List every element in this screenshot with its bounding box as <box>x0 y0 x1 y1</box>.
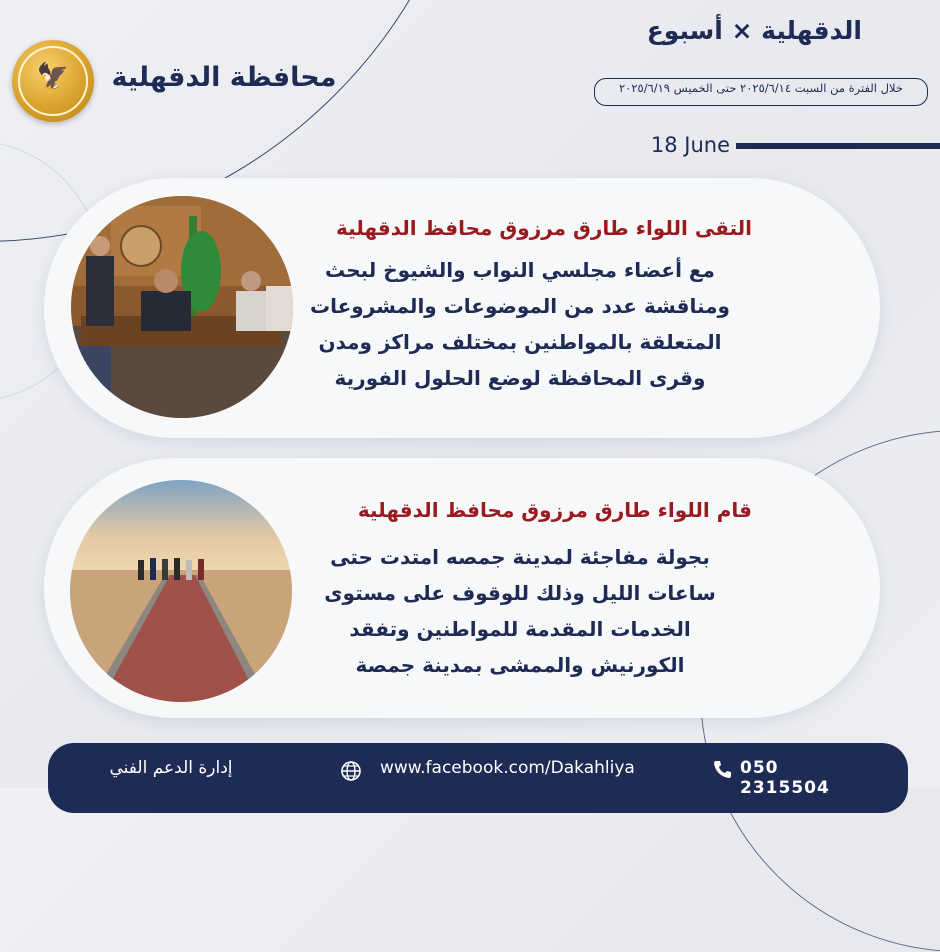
egypt-eagle-seal-icon: 🦅 <box>36 62 70 92</box>
post-body <box>290 258 750 402</box>
post-title: قام اللواء طارق مرزوق محافظ الدقهلية <box>357 498 752 522</box>
period-line-1: خلال الفترة من السبت ٢٠٢٥/٦/١٤ حتى الخميس ٢٠٢٥/٦/١٩ <box>619 81 903 95</box>
post-line: الكورنيش والممشى بمدينة جمصة <box>355 653 685 677</box>
post-line: الخدمات المقدمة للمواطنين وتفقد <box>349 617 691 641</box>
date-line <box>736 143 940 149</box>
week-title: الدقهلية × أسبوع <box>646 16 862 45</box>
globe-icon <box>340 760 362 782</box>
phone-number[interactable]: 050 2315504 <box>740 758 830 798</box>
website-link[interactable]: www.facebook.com/Dakahliya <box>380 758 635 778</box>
post-title: التقى اللواء طارق مرزوق محافظ الدقهلية <box>335 216 752 240</box>
post-line: مع أعضاء مجلسي النواب والشيوخ لبحث <box>325 258 715 282</box>
post-line: المتعلقة بالمواطنين بمختلف مراكز ومدن <box>318 330 722 354</box>
governorate-title: محافظة الدقهلية <box>111 62 337 93</box>
period-text <box>598 82 924 94</box>
post-body <box>290 545 750 689</box>
department-label: إدارة الدعم الفني <box>109 758 233 778</box>
phone-icon <box>712 759 732 779</box>
post-line: وقرى المحافظة لوضع الحلول الفورية <box>334 366 706 390</box>
post-line: ساعات الليل وذلك للوقوف على مستوى <box>324 581 716 605</box>
governorate-logo <box>12 40 94 122</box>
date-label: 18 June <box>650 133 730 157</box>
post-line: ومناقشة عدد من الموضوعات والمشروعات <box>310 294 730 318</box>
post-line: بجولة مفاجئة لمدينة جمصه امتدت حتى <box>330 545 710 569</box>
